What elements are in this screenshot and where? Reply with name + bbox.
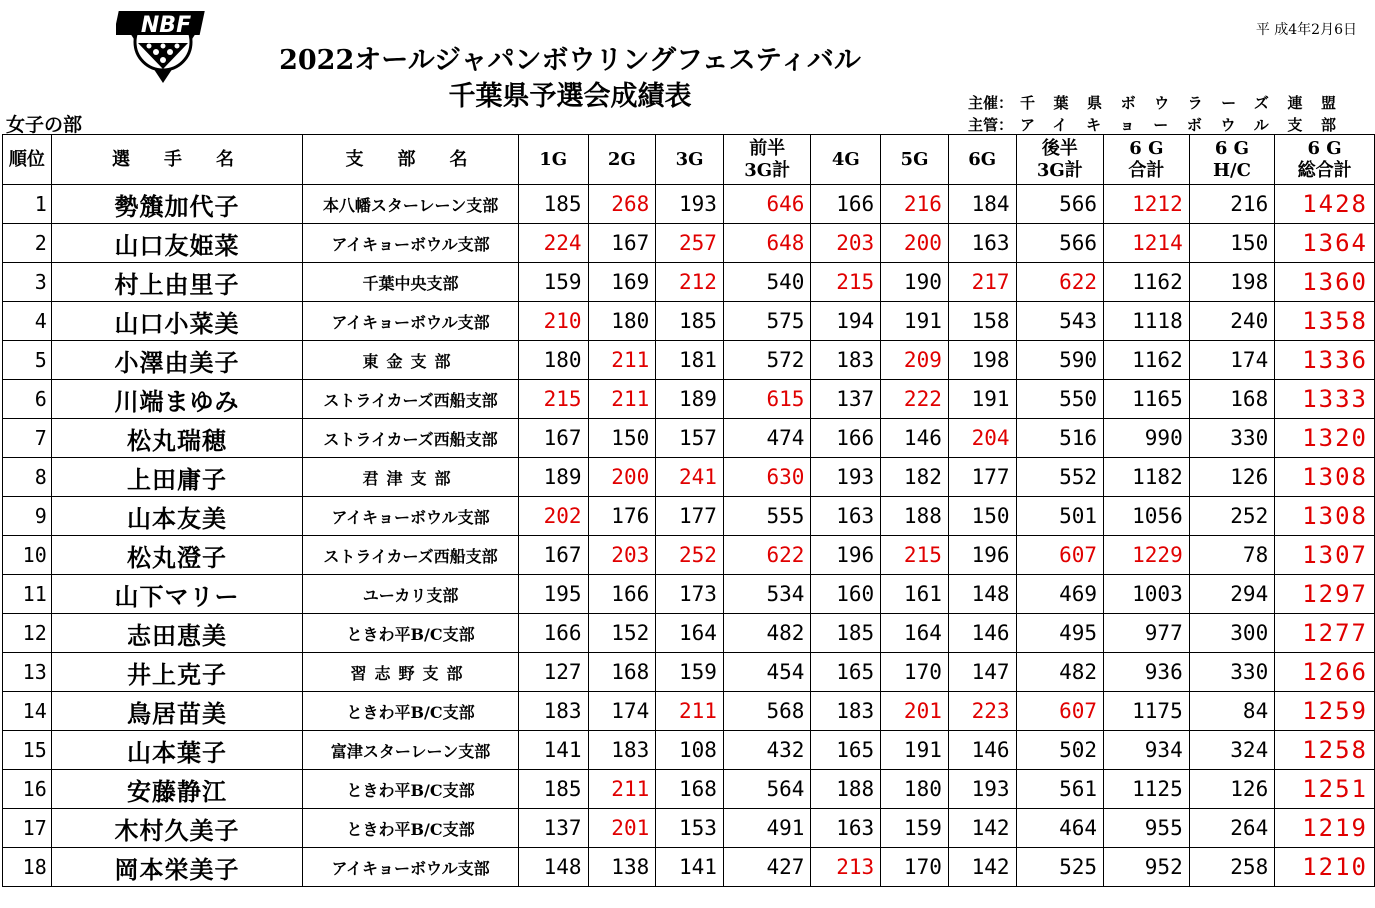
cell-g6: 146	[948, 731, 1016, 770]
cell-first-half: 534	[723, 575, 810, 614]
cell-g4: 183	[811, 692, 881, 731]
cell-g2: 167	[588, 224, 656, 263]
cell-branch: ときわ平B/C支部	[303, 692, 519, 731]
cell-name: 岡本栄美子	[51, 848, 303, 887]
cell-hc: 150	[1189, 224, 1275, 263]
cell-g6: 204	[948, 419, 1016, 458]
cell-sum6: 955	[1104, 809, 1190, 848]
cell-g2: 176	[588, 497, 656, 536]
cell-first-half: 540	[723, 263, 810, 302]
cell-g1: 185	[518, 185, 588, 224]
table-row	[3, 458, 1375, 497]
col-name: 選 手 名	[51, 135, 303, 185]
cell-total: 1259	[1275, 692, 1375, 731]
cell-g6: 217	[948, 263, 1016, 302]
cell-g6: 142	[948, 809, 1016, 848]
cell-name: 井上克子	[51, 653, 303, 692]
cell-sum6: 936	[1104, 653, 1190, 692]
cell-g6: 196	[948, 536, 1016, 575]
cell-sum6: 1229	[1104, 536, 1190, 575]
organizer-name: 千葉県ボウラーズ連盟	[1020, 94, 1336, 112]
cell-g5: 216	[881, 185, 949, 224]
cell-total: 1333	[1275, 380, 1375, 419]
cell-g2: 168	[588, 653, 656, 692]
manager-line	[968, 114, 1336, 135]
cell-second-half: 561	[1016, 770, 1103, 809]
cell-total: 1308	[1275, 458, 1375, 497]
cell-rank: 16	[3, 770, 52, 809]
table-row	[3, 770, 1375, 809]
cell-hc: 324	[1189, 731, 1275, 770]
cell-g6: 150	[948, 497, 1016, 536]
cell-g5: 182	[881, 458, 949, 497]
cell-hc: 258	[1189, 848, 1275, 887]
cell-g2: 211	[588, 341, 656, 380]
cell-g6: 147	[948, 653, 1016, 692]
cell-sum6: 952	[1104, 848, 1190, 887]
table-row	[3, 263, 1375, 302]
cell-g3: 212	[656, 263, 724, 302]
nbf-logo	[116, 5, 210, 85]
document-date: 平 成4年2月6日	[1255, 22, 1357, 38]
cell-name: 山下マリー	[51, 575, 303, 614]
cell-g1: 167	[518, 419, 588, 458]
header-row	[3, 135, 1375, 185]
cell-g4: 160	[811, 575, 881, 614]
cell-second-half: 607	[1016, 536, 1103, 575]
cell-total: 1210	[1275, 848, 1375, 887]
cell-branch: ストライカーズ西船支部	[303, 536, 519, 575]
cell-g5: 164	[881, 614, 949, 653]
cell-branch: 富津スターレーン支部	[303, 731, 519, 770]
cell-g3: 241	[656, 458, 724, 497]
cell-g3: 164	[656, 614, 724, 653]
cell-g1: 224	[518, 224, 588, 263]
cell-g4: 137	[811, 380, 881, 419]
cell-sum6: 1118	[1104, 302, 1190, 341]
cell-g2: 169	[588, 263, 656, 302]
cell-g4: 193	[811, 458, 881, 497]
cell-hc: 294	[1189, 575, 1275, 614]
cell-g1: 180	[518, 341, 588, 380]
cell-total: 1336	[1275, 341, 1375, 380]
col-g4: 4G	[811, 135, 881, 185]
cell-second-half: 543	[1016, 302, 1103, 341]
cell-g6: 146	[948, 614, 1016, 653]
cell-g6: 223	[948, 692, 1016, 731]
cell-g1: 148	[518, 848, 588, 887]
cell-g4: 194	[811, 302, 881, 341]
page-title: 2022オールジャパンボウリングフェスティバル	[279, 45, 861, 76]
cell-g6: 163	[948, 224, 1016, 263]
col-second-half: 後半 3G計	[1016, 135, 1103, 185]
cell-name: 木村久美子	[51, 809, 303, 848]
cell-sum6: 1162	[1104, 263, 1190, 302]
cell-g1: 167	[518, 536, 588, 575]
cell-g1: 202	[518, 497, 588, 536]
cell-rank: 4	[3, 302, 52, 341]
cell-g4: 166	[811, 185, 881, 224]
cell-first-half: 491	[723, 809, 810, 848]
cell-g3: 252	[656, 536, 724, 575]
cell-g3: 211	[656, 692, 724, 731]
cell-g6: 198	[948, 341, 1016, 380]
cell-rank: 11	[3, 575, 52, 614]
table-row	[3, 614, 1375, 653]
results-table	[2, 134, 1375, 887]
cell-first-half: 564	[723, 770, 810, 809]
cell-g3: 173	[656, 575, 724, 614]
table-row	[3, 341, 1375, 380]
cell-name: 川端まゆみ	[51, 380, 303, 419]
cell-g5: 209	[881, 341, 949, 380]
cell-hc: 168	[1189, 380, 1275, 419]
cell-total: 1308	[1275, 497, 1375, 536]
cell-second-half: 552	[1016, 458, 1103, 497]
cell-branch: ときわ平B/C支部	[303, 614, 519, 653]
cell-first-half: 646	[723, 185, 810, 224]
cell-branch: ストライカーズ西船支部	[303, 419, 519, 458]
cell-rank: 12	[3, 614, 52, 653]
cell-g2: 211	[588, 380, 656, 419]
cell-second-half: 495	[1016, 614, 1103, 653]
col-total: 6 G 総合計	[1275, 135, 1375, 185]
cell-rank: 7	[3, 419, 52, 458]
table-row	[3, 380, 1375, 419]
cell-g1: 215	[518, 380, 588, 419]
cell-g3: 177	[656, 497, 724, 536]
cell-first-half: 482	[723, 614, 810, 653]
cell-hc: 216	[1189, 185, 1275, 224]
cell-rank: 3	[3, 263, 52, 302]
cell-g2: 150	[588, 419, 656, 458]
col-g1: 1G	[518, 135, 588, 185]
cell-g3: 157	[656, 419, 724, 458]
cell-sum6: 1175	[1104, 692, 1190, 731]
col-branch: 支 部 名	[303, 135, 519, 185]
cell-sum6: 1165	[1104, 380, 1190, 419]
section-label: 女子の部	[6, 114, 83, 136]
cell-g1: 185	[518, 770, 588, 809]
cell-g6: 148	[948, 575, 1016, 614]
cell-second-half: 525	[1016, 848, 1103, 887]
cell-branch: ときわ平B/C支部	[303, 809, 519, 848]
cell-g3: 189	[656, 380, 724, 419]
cell-name: 志田恵美	[51, 614, 303, 653]
cell-branch: 君津支部	[303, 458, 519, 497]
cell-g5: 191	[881, 731, 949, 770]
cell-g2: 201	[588, 809, 656, 848]
cell-sum6: 1003	[1104, 575, 1190, 614]
cell-g3: 141	[656, 848, 724, 887]
page-subtitle: 千葉県予選会成績表	[448, 81, 692, 112]
cell-sum6: 1125	[1104, 770, 1190, 809]
cell-rank: 14	[3, 692, 52, 731]
cell-rank: 18	[3, 848, 52, 887]
cell-first-half: 474	[723, 419, 810, 458]
cell-first-half: 555	[723, 497, 810, 536]
cell-g5: 161	[881, 575, 949, 614]
cell-g1: 159	[518, 263, 588, 302]
cell-g4: 165	[811, 653, 881, 692]
cell-branch: ときわ平B/C支部	[303, 770, 519, 809]
cell-first-half: 572	[723, 341, 810, 380]
cell-g2: 180	[588, 302, 656, 341]
col-sum6: 6 G 合計	[1104, 135, 1190, 185]
table-row	[3, 536, 1375, 575]
cell-g4: 166	[811, 419, 881, 458]
table-row	[3, 809, 1375, 848]
cell-g3: 159	[656, 653, 724, 692]
cell-g2: 152	[588, 614, 656, 653]
cell-branch: アイキョーボウル支部	[303, 848, 519, 887]
table-row	[3, 185, 1375, 224]
cell-rank: 6	[3, 380, 52, 419]
cell-rank: 15	[3, 731, 52, 770]
cell-total: 1277	[1275, 614, 1375, 653]
cell-g4: 213	[811, 848, 881, 887]
cell-second-half: 482	[1016, 653, 1103, 692]
cell-g3: 193	[656, 185, 724, 224]
cell-sum6: 1214	[1104, 224, 1190, 263]
cell-g4: 203	[811, 224, 881, 263]
cell-branch: 習志野支部	[303, 653, 519, 692]
col-first-half: 前半 3G計	[723, 135, 810, 185]
cell-second-half: 464	[1016, 809, 1103, 848]
cell-total: 1266	[1275, 653, 1375, 692]
cell-total: 1364	[1275, 224, 1375, 263]
table-row	[3, 419, 1375, 458]
table-row	[3, 497, 1375, 536]
cell-g2: 211	[588, 770, 656, 809]
cell-g6: 142	[948, 848, 1016, 887]
cell-g1: 127	[518, 653, 588, 692]
cell-g1: 166	[518, 614, 588, 653]
cell-second-half: 566	[1016, 185, 1103, 224]
cell-g2: 268	[588, 185, 656, 224]
cell-hc: 174	[1189, 341, 1275, 380]
cell-g3: 185	[656, 302, 724, 341]
cell-first-half: 454	[723, 653, 810, 692]
cell-second-half: 501	[1016, 497, 1103, 536]
cell-name: 山口小菜美	[51, 302, 303, 341]
manager-name: アイキョーボウル支部	[1020, 116, 1336, 134]
cell-total: 1251	[1275, 770, 1375, 809]
cell-first-half: 432	[723, 731, 810, 770]
cell-branch: 千葉中央支部	[303, 263, 519, 302]
cell-sum6: 977	[1104, 614, 1190, 653]
cell-g2: 174	[588, 692, 656, 731]
cell-g1: 141	[518, 731, 588, 770]
cell-g3: 153	[656, 809, 724, 848]
col-hc: 6 G H/C	[1189, 135, 1275, 185]
cell-first-half: 427	[723, 848, 810, 887]
cell-g5: 222	[881, 380, 949, 419]
cell-sum6: 1182	[1104, 458, 1190, 497]
cell-second-half: 566	[1016, 224, 1103, 263]
table-row	[3, 848, 1375, 887]
cell-second-half: 607	[1016, 692, 1103, 731]
cell-branch: ユーカリ支部	[303, 575, 519, 614]
cell-g4: 183	[811, 341, 881, 380]
cell-hc: 330	[1189, 653, 1275, 692]
cell-second-half: 590	[1016, 341, 1103, 380]
cell-g4: 215	[811, 263, 881, 302]
cell-second-half: 502	[1016, 731, 1103, 770]
cell-branch: アイキョーボウル支部	[303, 224, 519, 263]
cell-g4: 163	[811, 497, 881, 536]
cell-g4: 163	[811, 809, 881, 848]
cell-g2: 183	[588, 731, 656, 770]
organizer-line	[968, 92, 1336, 113]
cell-g1: 137	[518, 809, 588, 848]
cell-g3: 181	[656, 341, 724, 380]
cell-total: 1360	[1275, 263, 1375, 302]
cell-g4: 196	[811, 536, 881, 575]
cell-first-half: 630	[723, 458, 810, 497]
cell-rank: 5	[3, 341, 52, 380]
cell-total: 1219	[1275, 809, 1375, 848]
cell-hc: 240	[1189, 302, 1275, 341]
cell-g5: 215	[881, 536, 949, 575]
cell-first-half: 575	[723, 302, 810, 341]
cell-sum6: 1056	[1104, 497, 1190, 536]
table-row	[3, 224, 1375, 263]
cell-second-half: 516	[1016, 419, 1103, 458]
cell-first-half: 648	[723, 224, 810, 263]
cell-hc: 198	[1189, 263, 1275, 302]
col-g6: 6G	[948, 135, 1016, 185]
cell-branch: 東金支部	[303, 341, 519, 380]
col-g5: 5G	[881, 135, 949, 185]
cell-g1: 183	[518, 692, 588, 731]
col-g3: 3G	[656, 135, 724, 185]
cell-rank: 8	[3, 458, 52, 497]
cell-name: 松丸瑞穂	[51, 419, 303, 458]
cell-g6: 177	[948, 458, 1016, 497]
cell-total: 1358	[1275, 302, 1375, 341]
cell-g5: 200	[881, 224, 949, 263]
cell-rank: 2	[3, 224, 52, 263]
cell-second-half: 550	[1016, 380, 1103, 419]
cell-rank: 13	[3, 653, 52, 692]
cell-name: 鳥居苗美	[51, 692, 303, 731]
cell-first-half: 622	[723, 536, 810, 575]
cell-g5: 159	[881, 809, 949, 848]
cell-g3: 257	[656, 224, 724, 263]
cell-sum6: 934	[1104, 731, 1190, 770]
manager-label: 主管：	[968, 116, 1014, 134]
table-row	[3, 302, 1375, 341]
cell-sum6: 1162	[1104, 341, 1190, 380]
cell-name: 山本友美	[51, 497, 303, 536]
cell-branch: ストライカーズ西船支部	[303, 380, 519, 419]
cell-first-half: 568	[723, 692, 810, 731]
cell-g2: 200	[588, 458, 656, 497]
svg-text:NBF: NBF	[140, 13, 192, 38]
cell-rank: 17	[3, 809, 52, 848]
cell-g6: 193	[948, 770, 1016, 809]
cell-name: 村上由里子	[51, 263, 303, 302]
cell-name: 松丸澄子	[51, 536, 303, 575]
cell-name: 小澤由美子	[51, 341, 303, 380]
cell-g3: 168	[656, 770, 724, 809]
cell-first-half: 615	[723, 380, 810, 419]
table-row	[3, 575, 1375, 614]
cell-name: 勢籏加代子	[51, 185, 303, 224]
cell-total: 1297	[1275, 575, 1375, 614]
cell-g2: 166	[588, 575, 656, 614]
organizer-label: 主催：	[968, 94, 1014, 112]
cell-rank: 1	[3, 185, 52, 224]
cell-g5: 170	[881, 848, 949, 887]
cell-g2: 203	[588, 536, 656, 575]
cell-name: 山口友姫菜	[51, 224, 303, 263]
cell-hc: 300	[1189, 614, 1275, 653]
cell-rank: 10	[3, 536, 52, 575]
cell-g5: 191	[881, 302, 949, 341]
table-row	[3, 731, 1375, 770]
cell-sum6: 990	[1104, 419, 1190, 458]
cell-total: 1320	[1275, 419, 1375, 458]
cell-second-half: 622	[1016, 263, 1103, 302]
cell-rank: 9	[3, 497, 52, 536]
cell-branch: 本八幡スターレーン支部	[303, 185, 519, 224]
cell-hc: 126	[1189, 458, 1275, 497]
cell-second-half: 469	[1016, 575, 1103, 614]
col-g2: 2G	[588, 135, 656, 185]
cell-hc: 84	[1189, 692, 1275, 731]
cell-hc: 126	[1189, 770, 1275, 809]
cell-g2: 138	[588, 848, 656, 887]
cell-hc: 252	[1189, 497, 1275, 536]
cell-g6: 184	[948, 185, 1016, 224]
cell-g1: 195	[518, 575, 588, 614]
cell-g1: 189	[518, 458, 588, 497]
cell-total: 1428	[1275, 185, 1375, 224]
cell-hc: 264	[1189, 809, 1275, 848]
cell-hc: 330	[1189, 419, 1275, 458]
cell-total: 1307	[1275, 536, 1375, 575]
table-row	[3, 692, 1375, 731]
cell-name: 安藤静江	[51, 770, 303, 809]
cell-g1: 210	[518, 302, 588, 341]
cell-g4: 185	[811, 614, 881, 653]
cell-hc: 78	[1189, 536, 1275, 575]
cell-total: 1258	[1275, 731, 1375, 770]
cell-g4: 165	[811, 731, 881, 770]
cell-g6: 158	[948, 302, 1016, 341]
col-rank: 順位	[3, 135, 52, 185]
cell-name: 上田庸子	[51, 458, 303, 497]
cell-g5: 170	[881, 653, 949, 692]
cell-name: 山本葉子	[51, 731, 303, 770]
cell-g6: 191	[948, 380, 1016, 419]
cell-g5: 190	[881, 263, 949, 302]
cell-g4: 188	[811, 770, 881, 809]
cell-branch: アイキョーボウル支部	[303, 302, 519, 341]
cell-g5: 146	[881, 419, 949, 458]
cell-g5: 180	[881, 770, 949, 809]
cell-g5: 188	[881, 497, 949, 536]
table-row	[3, 653, 1375, 692]
cell-sum6: 1212	[1104, 185, 1190, 224]
cell-g3: 108	[656, 731, 724, 770]
cell-branch: アイキョーボウル支部	[303, 497, 519, 536]
cell-g5: 201	[881, 692, 949, 731]
